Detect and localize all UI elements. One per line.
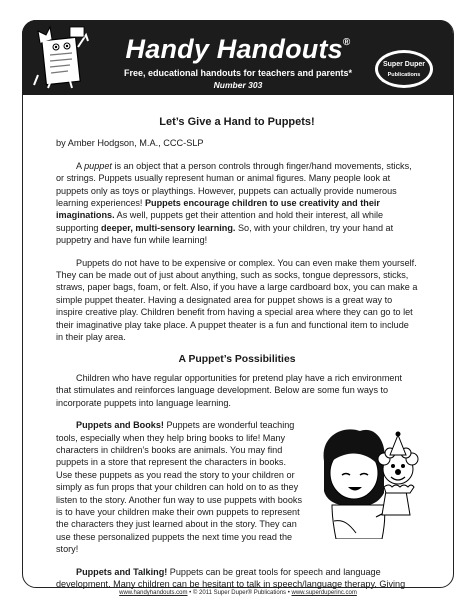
term-puppet: puppet [84, 160, 112, 171]
issue-number: Number 303 [213, 80, 263, 90]
paragraph-intro: A puppet is an object that a person controls through finger/hand movements, sticks, or strings. Puppets usually represent human or animal figures. Many people look at puppets only as toys or playthings. However, puppets can actually provide numerous learning experiences! Puppets encourage children to use creativity and their imaginations. As well, puppets get their attention and hold their interest, all while supporting deeper, multi-sensory learning. So, with your children, try your hand at puppetry and have fun while learning! [56, 160, 412, 246]
paragraph-puppets-talking: Puppets and Talking! Puppets can be great tools for speech and language development. Many children can be hesitant to talk in speech/language therapy. Giving [56, 566, 406, 589]
lead-puppets-books: Puppets and Books! [76, 420, 164, 431]
footer-link-handyhandouts[interactable]: www.handyhandouts.com [119, 590, 188, 596]
logo-text-bottom: Publications [387, 72, 421, 78]
handout-mascot-icon [30, 25, 90, 89]
super-duper-logo [374, 49, 434, 89]
paragraph-make-puppets: Puppets do not have to be expensive or complex. You can even make them yourself. They can be made out of just about anything, such as socks, tongue depressors, sticks, straws, paper bags, foam, or felt. Also, if you have a large cardboard box, you can make a simple puppet theater. Having a designated area for puppet shows is a great way to inspire creative play. Children benefit from having a special area where they can go to let their imaginative play take place. A puppet theater is a fun and functional item to include in their play area. [56, 257, 418, 343]
emphasis-creativity: Puppets encourage children to use creativity and their imaginations. [56, 198, 380, 221]
girl-with-clown-puppet-icon [310, 421, 424, 539]
byline: by Amber Hodgson, M.A., CCC-SLP [56, 138, 204, 149]
emphasis-multisensory: deeper, multi-sensory learning. [101, 222, 236, 233]
logo-text-top: Super Duper [382, 61, 426, 68]
section-heading: A Puppet’s Possibilities [178, 353, 296, 365]
article-content [56, 116, 418, 590]
tagline: Free, educational handouts for teachers and parents* [123, 68, 353, 78]
article-title: Let’s Give a Hand to Puppets! [159, 116, 315, 128]
brand-title: Handy Handouts® [125, 34, 351, 64]
lead-puppets-talking: Puppets and Talking! [76, 566, 168, 577]
paragraph-puppets-books: Puppets and Books! Puppets are wonderful teaching tools, especially when they help bring books to life! Many characters in children’s books are animals. You may find puppets in a store that represent the characters in books. Use these puppets as you read the story to your children or simply as fun props that your children can hold on to as they listen to the story. Another fun way to use puppets with books is to have your children make their own puppets to represent the characters they just learned about in the story. They can use these personalized puppets the next time you read the story! [56, 420, 303, 555]
registered-mark: ® [342, 37, 351, 48]
footer: www.handyhandouts.com • © 2011 Super Duper® Publications • www.superduperinc.com [119, 590, 357, 596]
footer-link-superduper[interactable]: www.superduperinc.com [291, 590, 357, 596]
paragraph-possibilities: Children who have regular opportunities for pretend play have a rich environment that stimulates and reinforces language development. Below are some fun ways to incorporate puppets into language learning. [56, 372, 403, 408]
